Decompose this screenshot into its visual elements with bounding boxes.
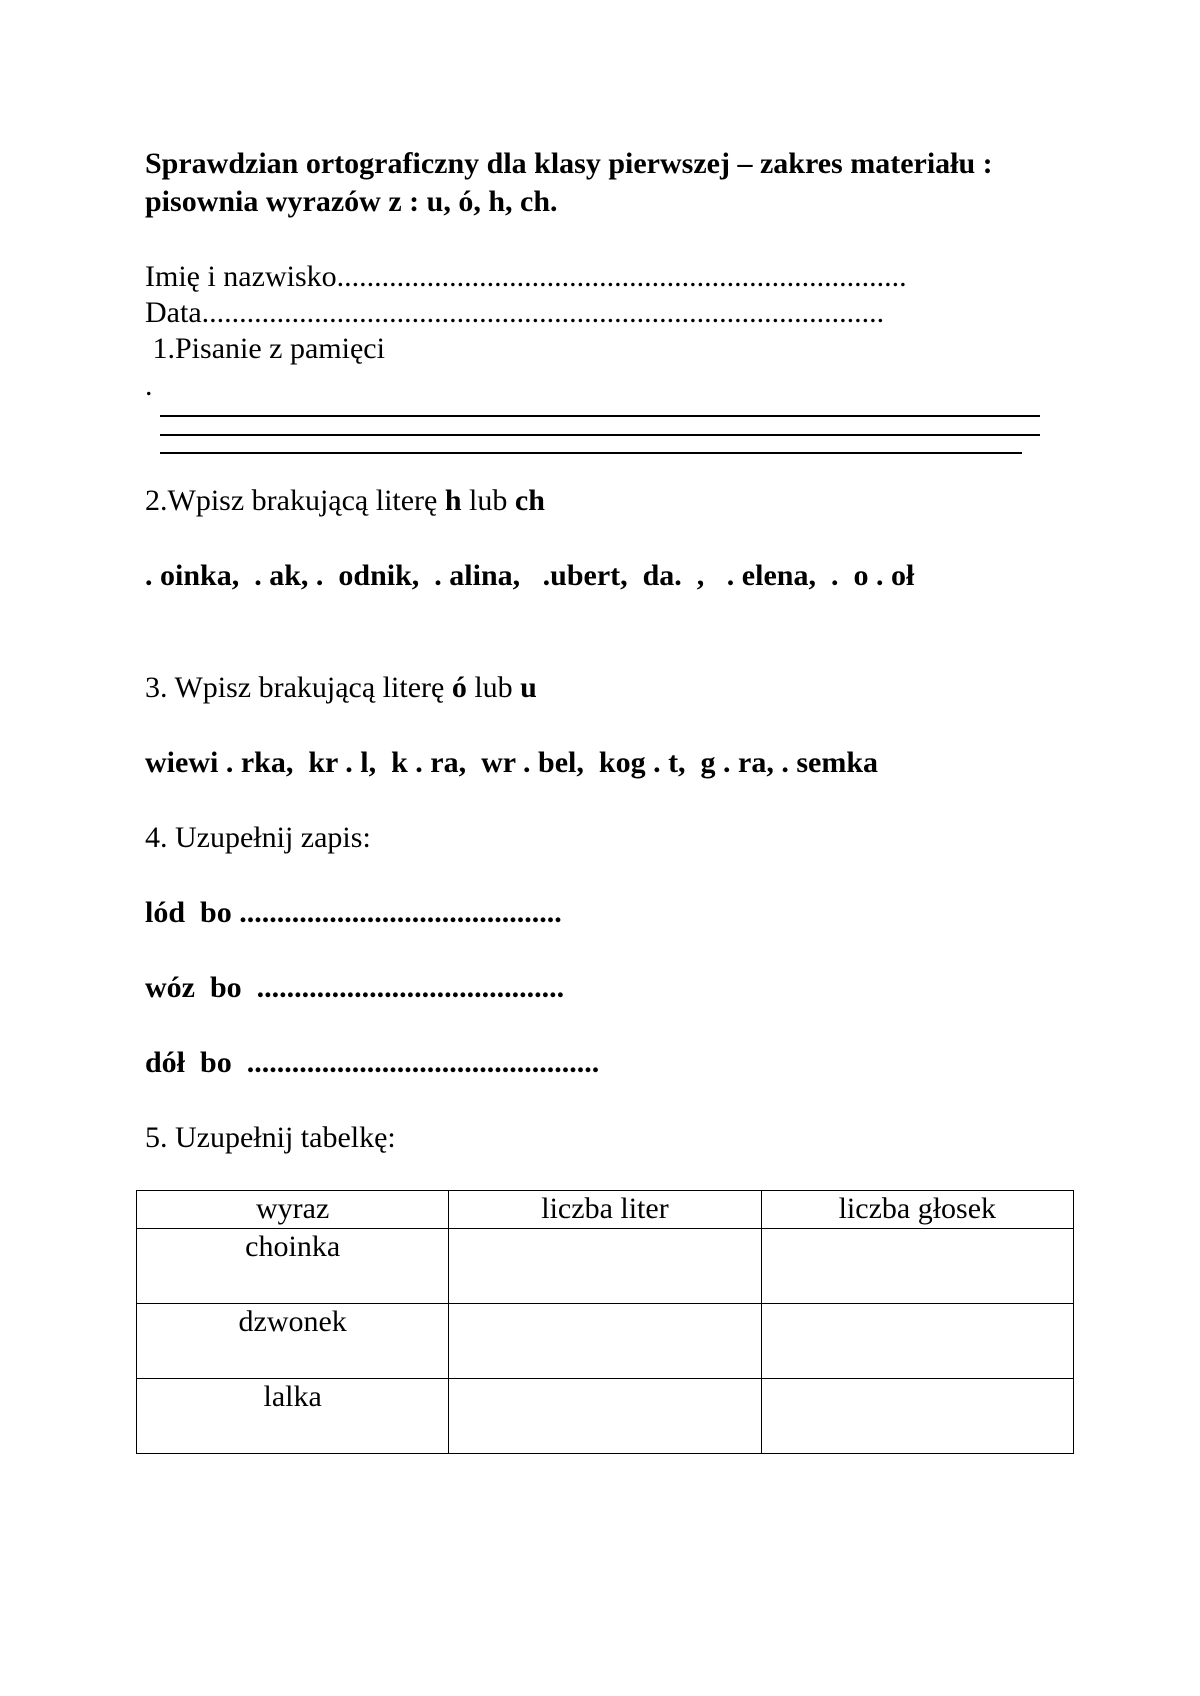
writing-line-3 <box>160 452 1022 454</box>
table-header-cell: liczba liter <box>449 1191 761 1229</box>
table-cell-letters[interactable] <box>449 1229 761 1304</box>
table-row <box>137 1379 1074 1454</box>
section-4-line-3: dół bo ............................................... <box>145 1046 600 1079</box>
table-cell-word: dzwonek <box>137 1304 449 1379</box>
table-header-row <box>137 1191 1074 1229</box>
letters-sounds-table <box>136 1190 1074 1454</box>
table-cell-sounds[interactable] <box>761 1304 1073 1379</box>
section-3-instruction <box>145 670 537 706</box>
writing-line-2 <box>160 434 1040 436</box>
table-row <box>137 1229 1074 1304</box>
table-cell-word: lalka <box>137 1379 449 1454</box>
date-field-line: Data........................................................................................... <box>145 296 885 329</box>
section-2-letter-ch: ch <box>514 484 545 517</box>
table-header-cell: liczba głosek <box>761 1191 1073 1229</box>
title-line-2: pisownia wyrazów z : u, ó, h, ch. <box>145 185 558 218</box>
table-cell-sounds[interactable] <box>761 1379 1073 1454</box>
table-header-cell: wyraz <box>137 1191 449 1229</box>
section-2-instruction-text: 2.Wpisz brakującą literę <box>145 484 445 517</box>
section-3-letter-u: u <box>520 671 537 704</box>
table-cell-letters[interactable] <box>449 1304 761 1379</box>
section-4-line-2: wóz bo ......................................... <box>145 971 565 1004</box>
section-2-letter-h: h <box>444 484 462 517</box>
table-cell-sounds[interactable] <box>761 1229 1073 1304</box>
writing-line-1 <box>160 415 1040 417</box>
section-3-exercise: wiewi . rka, kr . l, k . ra, wr . bel, kog . t, g . ra, . semka <box>145 746 879 779</box>
title-line-1: Sprawdzian ortograficzny dla klasy pierwszej – zakres materiału : <box>145 147 993 180</box>
table-cell-letters[interactable] <box>449 1379 761 1454</box>
section-4-line-1: lód bo ........................................... <box>145 896 562 929</box>
section-1-dot: . <box>145 369 153 402</box>
section-2-instruction-mid: lub <box>461 484 515 517</box>
section-3-instruction-text: 3. Wpisz brakującą literę <box>145 671 452 704</box>
table-row <box>137 1304 1074 1379</box>
section-3-letter-o: ó <box>451 671 467 704</box>
section-2-instruction <box>145 483 545 519</box>
section-3-instruction-mid: lub <box>466 671 521 704</box>
table-cell-word: choinka <box>137 1229 449 1304</box>
section-5-instruction: 5. Uzupełnij tabelkę: <box>145 1121 396 1154</box>
name-field-line: Imię i nazwisko............................................................................ <box>145 260 907 293</box>
section-4-instruction: 4. Uzupełnij zapis: <box>145 821 371 854</box>
section-2-exercise: . oinka, . ak, . odnik, . alina, .ubert, da. , . elena, . o . oł <box>145 559 915 592</box>
section-1-heading: 1.Pisanie z pamięci <box>145 332 385 365</box>
